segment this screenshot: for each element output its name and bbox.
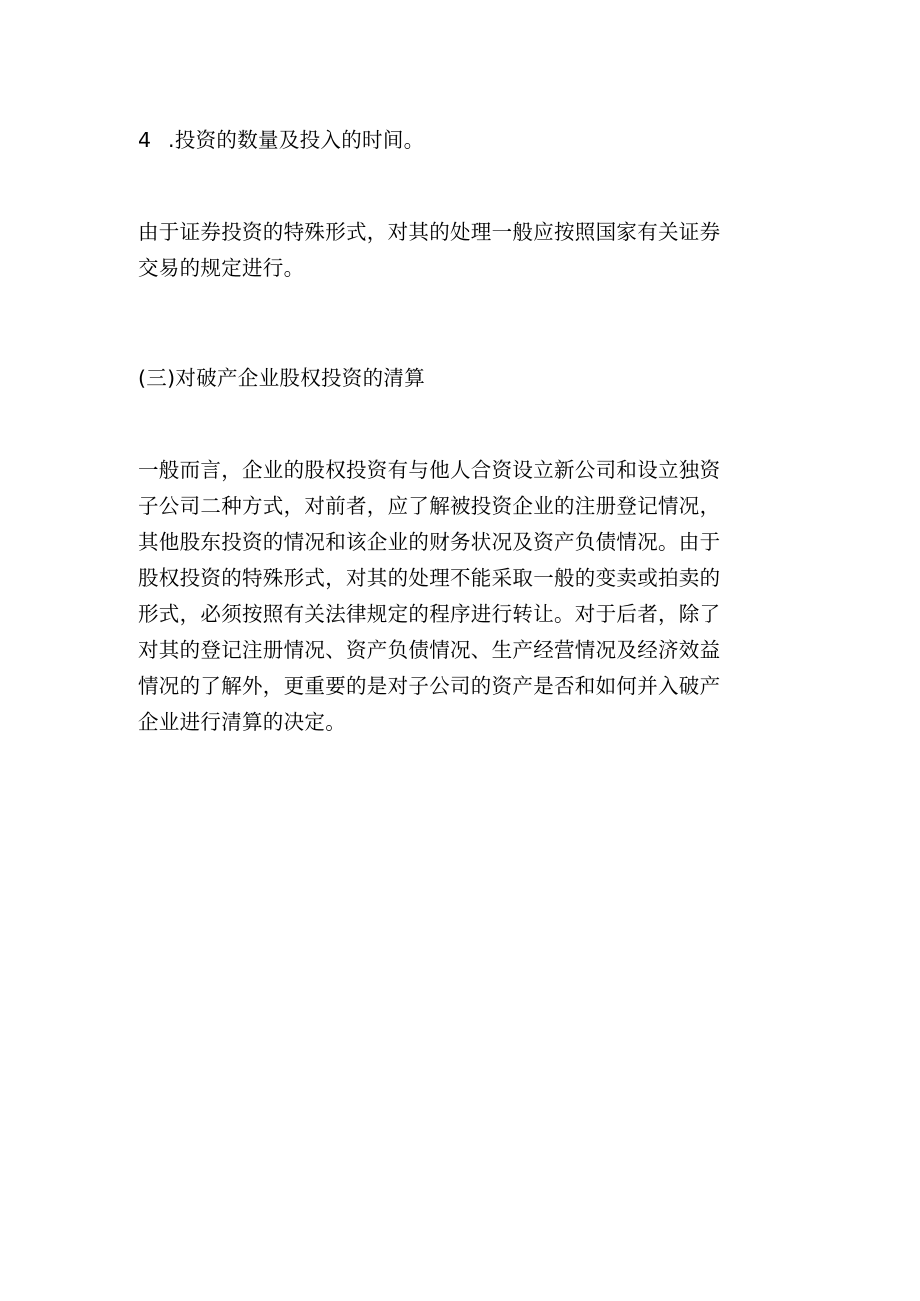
paragraph-line: 子公司二种方式，对前者，应了解被投资企业的注册登记情况， (138, 494, 721, 518)
paragraph-line: 一般而言，企业的股权投资有与他人合资设立新公司和设立独资 (138, 458, 721, 482)
paragraph-equity (138, 452, 798, 740)
paragraph-line: 对其的登记注册情况、资产负债情况、生产经营情况及经济效益 (138, 638, 721, 662)
list-item-line (138, 122, 798, 158)
paragraph-line: 由于证券投资的特殊形式，对其的处理一般应按照国家有关证券 (138, 220, 721, 244)
section-heading (138, 360, 798, 396)
section-heading-text: (三)对破产企业股权投资的清算 (138, 366, 425, 390)
list-item-number: 4 (138, 128, 152, 152)
paragraph-line: 交易的规定进行。 (138, 256, 305, 280)
paragraph-securities (138, 214, 798, 286)
paragraph-line: 企业进行清算的决定。 (138, 710, 346, 734)
list-item-text: .投资的数量及投入的时间。 (168, 128, 425, 152)
paragraph-line: 形式，必须按照有关法律规定的程序进行转让。对于后者，除了 (138, 602, 721, 626)
list-item-4 (138, 122, 798, 158)
paragraph-line: 股权投资的特殊形式，对其的处理不能采取一般的变卖或拍卖的 (138, 566, 721, 590)
paragraph-line: 情况的了解外，更重要的是对子公司的资产是否和如何并入破产 (138, 674, 721, 698)
paragraph-line: 其他股东投资的情况和该企业的财务状况及资产负债情况。由于 (138, 530, 721, 554)
